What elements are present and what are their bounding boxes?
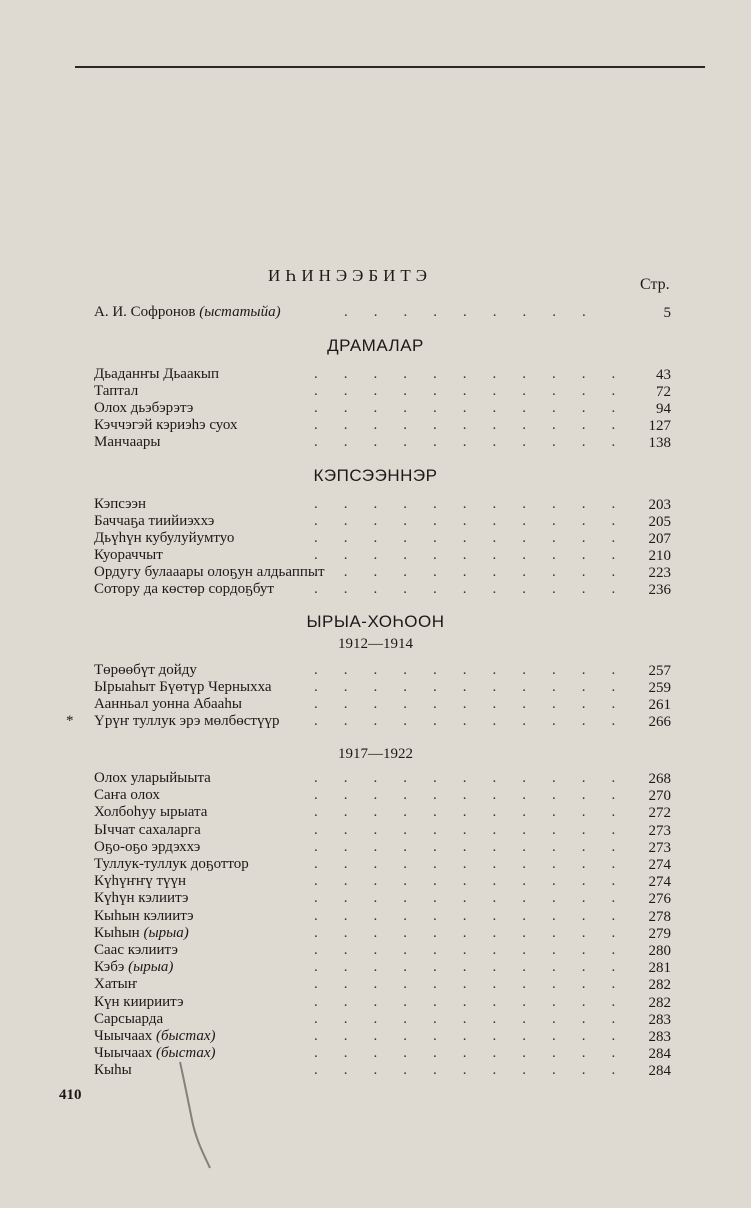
entry-title: Холбоһуу ырыата xyxy=(94,804,208,821)
toc-entry xyxy=(94,713,674,730)
toc-entry xyxy=(94,679,674,696)
entry-title: Оҕо-оҕо эрдэххэ xyxy=(94,838,201,855)
entry-title: Аанньал уонна Абааһы xyxy=(94,696,242,712)
leader-dots: ........... xyxy=(314,713,642,729)
entry-title: Баччаҕа тиийиэххэ xyxy=(94,513,215,529)
leader-dots: ........... xyxy=(314,496,642,512)
entry-page: 270 xyxy=(648,788,671,805)
toc-entry xyxy=(94,383,674,400)
entry-title: Кыһын (ырыа) xyxy=(94,924,189,941)
toc-entry xyxy=(94,856,674,873)
entry-title: Манчаары xyxy=(94,434,161,450)
entry-title: Дьүһүн кубулуйумтуо xyxy=(94,530,235,546)
entry-title: Кэччэгэй кэриэһэ суох xyxy=(94,417,238,433)
leader-dots: ........... xyxy=(314,873,642,890)
section-heading-dramalar: ДРАМАЛАР xyxy=(327,336,424,355)
leader-dots: ........... xyxy=(314,581,642,597)
toc-entry xyxy=(94,400,674,417)
leader-dots: ........... xyxy=(314,942,642,958)
entry-title: Хатыҥ xyxy=(94,976,138,993)
entry-title: Олох дьэбэрэтэ xyxy=(94,400,194,416)
leader-dots: ........... xyxy=(314,434,642,450)
leader-dots: ........... xyxy=(314,856,642,872)
toc-entry xyxy=(94,804,674,821)
entry-page: 279 xyxy=(648,925,671,942)
leader-dots: ........... xyxy=(314,907,642,924)
leader-dots: ........... xyxy=(314,547,642,563)
entry-title: Чыычаах (быстах) xyxy=(94,1028,216,1044)
toc-entry xyxy=(94,366,674,383)
toc-entry xyxy=(94,959,674,976)
leader-dots: ........... xyxy=(314,530,642,546)
entry-page: 268 xyxy=(648,771,671,787)
entry-title: Саас кэлиитэ xyxy=(94,942,178,958)
entry-page: 43 xyxy=(656,367,671,383)
entry-title: Үрүҥ туллук эрэ мөлбөстүүр xyxy=(94,713,280,729)
years-heading-1: 1912—1914 xyxy=(338,636,413,652)
toc-entry xyxy=(94,547,674,564)
toc-entry xyxy=(94,942,674,959)
entry-page: 259 xyxy=(648,680,671,696)
leader-dots: ........... xyxy=(314,696,642,712)
entry-page: 273 xyxy=(648,839,671,856)
leader-dots: ........... xyxy=(314,787,642,804)
leader-dots: ......... xyxy=(344,304,612,320)
leader-dots: ........... xyxy=(314,804,642,821)
entry-page: 72 xyxy=(656,384,671,400)
toc-entry xyxy=(94,581,674,598)
entry-page: 280 xyxy=(648,943,671,959)
toc-entry xyxy=(94,417,674,434)
entry-page: 274 xyxy=(648,874,671,891)
leader-dots: ........... xyxy=(314,417,642,433)
leader-dots: ........... xyxy=(314,1028,642,1044)
entry-title: Кэпсээн xyxy=(94,496,147,512)
leader-dots: ........... xyxy=(314,1010,642,1027)
entry-page: 283 xyxy=(648,1011,671,1028)
toc-entry xyxy=(94,839,674,856)
entry-page: 282 xyxy=(648,977,671,994)
leader-dots: ........... xyxy=(314,513,642,529)
entry-page: 210 xyxy=(648,548,671,564)
toc-entry xyxy=(94,925,674,942)
leader-dots: ........... xyxy=(314,366,642,382)
entry-page: 276 xyxy=(648,891,671,908)
leader-dots: ........... xyxy=(314,770,642,786)
entry-page: 261 xyxy=(648,697,671,713)
entry-page: 284 xyxy=(648,1046,671,1063)
page-number: 410 xyxy=(59,1087,82,1103)
leader-dots: ........... xyxy=(314,662,642,678)
toc-entry xyxy=(94,976,674,993)
leader-dots: ........... xyxy=(314,821,642,838)
entry-title: Ыччат сахаларга xyxy=(94,821,201,838)
entry-page: 94 xyxy=(656,401,671,417)
toc-entry xyxy=(94,513,674,530)
entry-page: 283 xyxy=(648,1029,671,1045)
entry-title: Күн киириитэ xyxy=(94,993,184,1010)
leader-dots: ........... xyxy=(314,976,642,993)
entry-title: Чыычаах (быстах) xyxy=(94,1045,216,1062)
leader-dots: ........... xyxy=(314,993,642,1010)
section-heading-kepseennar: КЭПСЭЭННЭР xyxy=(313,466,438,485)
entry-title: Сотору да көстөр сордоҕбут xyxy=(94,581,274,597)
entry-title: Күһүҥҥү түүн xyxy=(94,873,187,890)
toc-entry xyxy=(94,662,674,679)
toc-title: ИҺИНЭЭБИТЭ xyxy=(268,266,432,285)
toc-entry xyxy=(94,530,674,547)
page-column-label: Стр. xyxy=(640,276,670,293)
entry-title: Саҥа олох xyxy=(94,787,160,804)
entry-page: 203 xyxy=(648,497,671,513)
entry-title: Дьаданҥы Дьаакып xyxy=(94,366,220,382)
entry-page: 281 xyxy=(648,960,671,977)
entry-title: Куораччыт xyxy=(94,547,163,563)
leader-dots: ........... xyxy=(314,679,642,695)
entry-page: 5 xyxy=(663,305,671,321)
toc-entry xyxy=(94,696,674,713)
top-rule xyxy=(75,66,705,68)
toc-entry xyxy=(94,908,674,925)
entry-page: 138 xyxy=(648,435,671,451)
leader-dots: ........... xyxy=(314,400,642,416)
entry-title: Олох уларыйыыта xyxy=(94,770,211,786)
leader-dots: ........... xyxy=(314,890,642,907)
leader-dots: ........... xyxy=(314,1045,642,1062)
leader-dots: ........... xyxy=(314,959,642,976)
entry-page: 273 xyxy=(648,822,671,839)
entry-title: А. И. Софронов (ыстатыйа) xyxy=(94,304,281,320)
leader-dots: ........... xyxy=(314,564,642,580)
leader-dots: ........... xyxy=(314,1062,642,1079)
ink-smudge-mark xyxy=(174,1060,214,1170)
toc-entry xyxy=(94,994,674,1011)
entry-page: 257 xyxy=(648,663,671,679)
entry-title: Кэбэ (ырыа) xyxy=(94,959,174,976)
entry-page: 127 xyxy=(648,418,671,434)
toc-entry xyxy=(94,496,674,513)
toc-entry-intro xyxy=(94,304,674,321)
asterisk-mark: * xyxy=(66,713,74,729)
entry-page: 205 xyxy=(648,514,671,530)
entry-title: Кыһын кэлиитэ xyxy=(94,907,194,924)
toc-entry xyxy=(94,434,674,451)
entry-title: Сарсыарда xyxy=(94,1010,164,1027)
entry-page: 282 xyxy=(648,994,671,1011)
section-heading-yrya: ЫРЫА-ХОҺООН xyxy=(306,612,445,631)
entry-page: 278 xyxy=(648,908,671,925)
entry-page: 272 xyxy=(648,805,671,822)
toc-entry xyxy=(94,564,674,581)
years-heading-2: 1917—1922 xyxy=(338,746,413,762)
leader-dots: ........... xyxy=(314,838,642,855)
toc-entry xyxy=(94,1011,674,1028)
entry-title: Кыһы xyxy=(94,1062,132,1079)
entry-title: Ырыаһыт Бүөтүр Черныхха xyxy=(94,679,272,695)
toc-entry xyxy=(94,873,674,890)
entry-page: 236 xyxy=(648,582,671,598)
entry-page: 274 xyxy=(648,857,671,873)
entry-title: Ордугу булааары олоҕун алдьаппыт xyxy=(94,564,325,580)
entry-page: 284 xyxy=(648,1063,671,1080)
toc-entry xyxy=(94,822,674,839)
leader-dots: ........... xyxy=(314,383,642,399)
leader-dots: ........... xyxy=(314,924,642,941)
entry-page: 207 xyxy=(648,531,671,547)
toc-entry xyxy=(94,890,674,907)
toc-entry xyxy=(94,1028,674,1045)
entry-title: Күһүн кэлиитэ xyxy=(94,890,189,907)
entry-page: 266 xyxy=(648,714,671,730)
toc-entry xyxy=(94,787,674,804)
entry-title: Таптал xyxy=(94,383,139,399)
entry-title: Төрөөбүт дойду xyxy=(94,662,197,678)
entry-page: 223 xyxy=(648,565,671,581)
entry-title: Туллук-туллук доҕоттор xyxy=(94,856,249,872)
toc-entry xyxy=(94,770,674,787)
